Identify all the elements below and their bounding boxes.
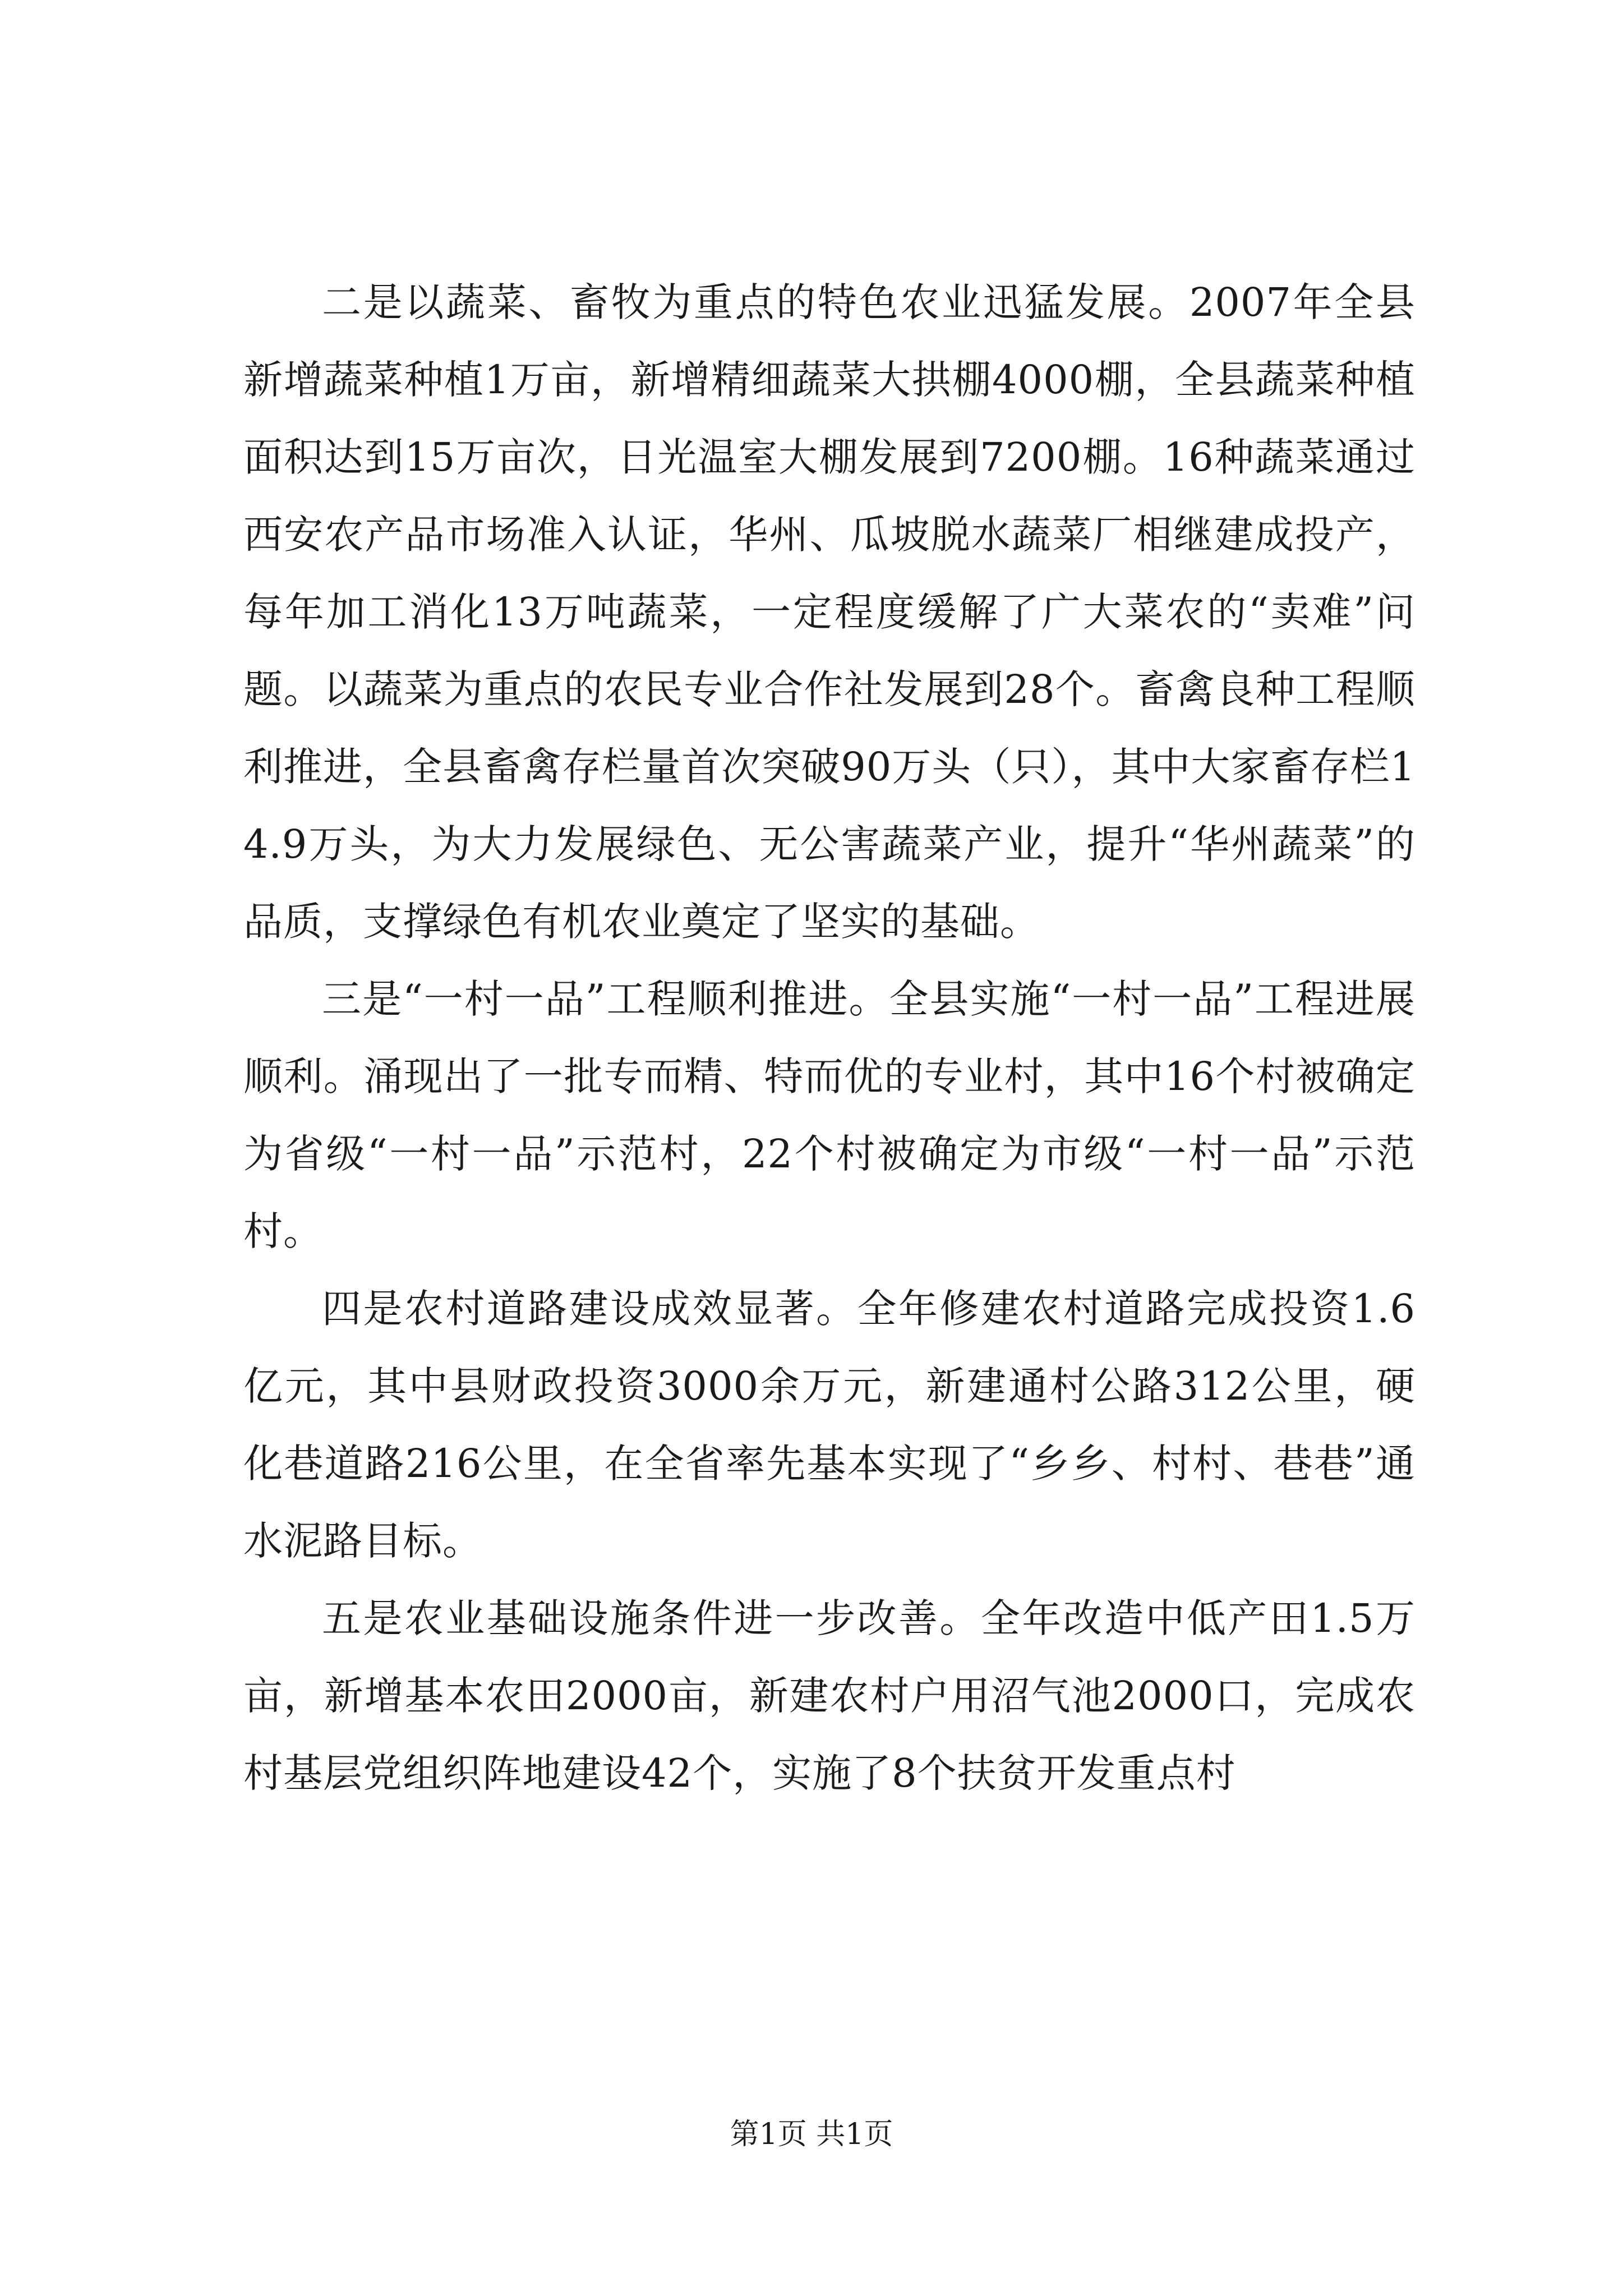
document-body <box>243 264 1415 1812</box>
page-number-footer: 第1页 共1页 <box>730 2118 893 2151</box>
paragraph-rural-roads: 四是农村道路建设成效显著。全年修建农村道路完成投资1.6亿元，其中县财政投资3000余万元，新建通村公路312公里，硬化巷道路216公里，在全省率先基本实现了“乡乡、村村、巷巷”通水泥路目标。 <box>243 1286 1415 1564</box>
paragraph-vegetables-livestock: 二是以蔬菜、畜牧为重点的特色农业迅猛发展。2007年全县新增蔬菜种植1万亩，新增精细蔬菜大拱棚4000棚，全县蔬菜种植面积达到15万亩次，日光温室大棚发展到7200棚。16种蔬菜通过西安农产品市场准入认证，华州、瓜坡脱水蔬菜厂相继建成投产，每年加工消化13万吨蔬菜，一定程度缓解了广大菜农的“卖难”问题。以蔬菜为重点的农民专业合作社发展到28个。畜禽良种工程顺利推进，全县畜禽存栏量首次突破90万头（只），其中大家畜存栏14.9万头，为大力发展绿色、无公害蔬菜产业，提升“华州蔬菜”的品质，支撑绿色有机农业奠定了坚实的基础。 <box>243 279 1415 945</box>
paragraph-one-village-one-product: 三是“一村一品”工程顺利推进。全县实施“一村一品”工程进展顺利。涌现出了一批专而精、特而优的专业村，其中16个村被确定为省级“一村一品”示范村，22个村被确定为市级“一村一品”示范村。 <box>243 976 1415 1254</box>
paragraph-agricultural-infrastructure: 五是农业基础设施条件进一步改善。全年改造中低产田1.5万亩，新增基本农田2000亩，新建农村户用沼气池2000口，完成农村基层党组织阵地建设42个，实施了8个扶贫开发重点村 <box>243 1595 1415 1796</box>
